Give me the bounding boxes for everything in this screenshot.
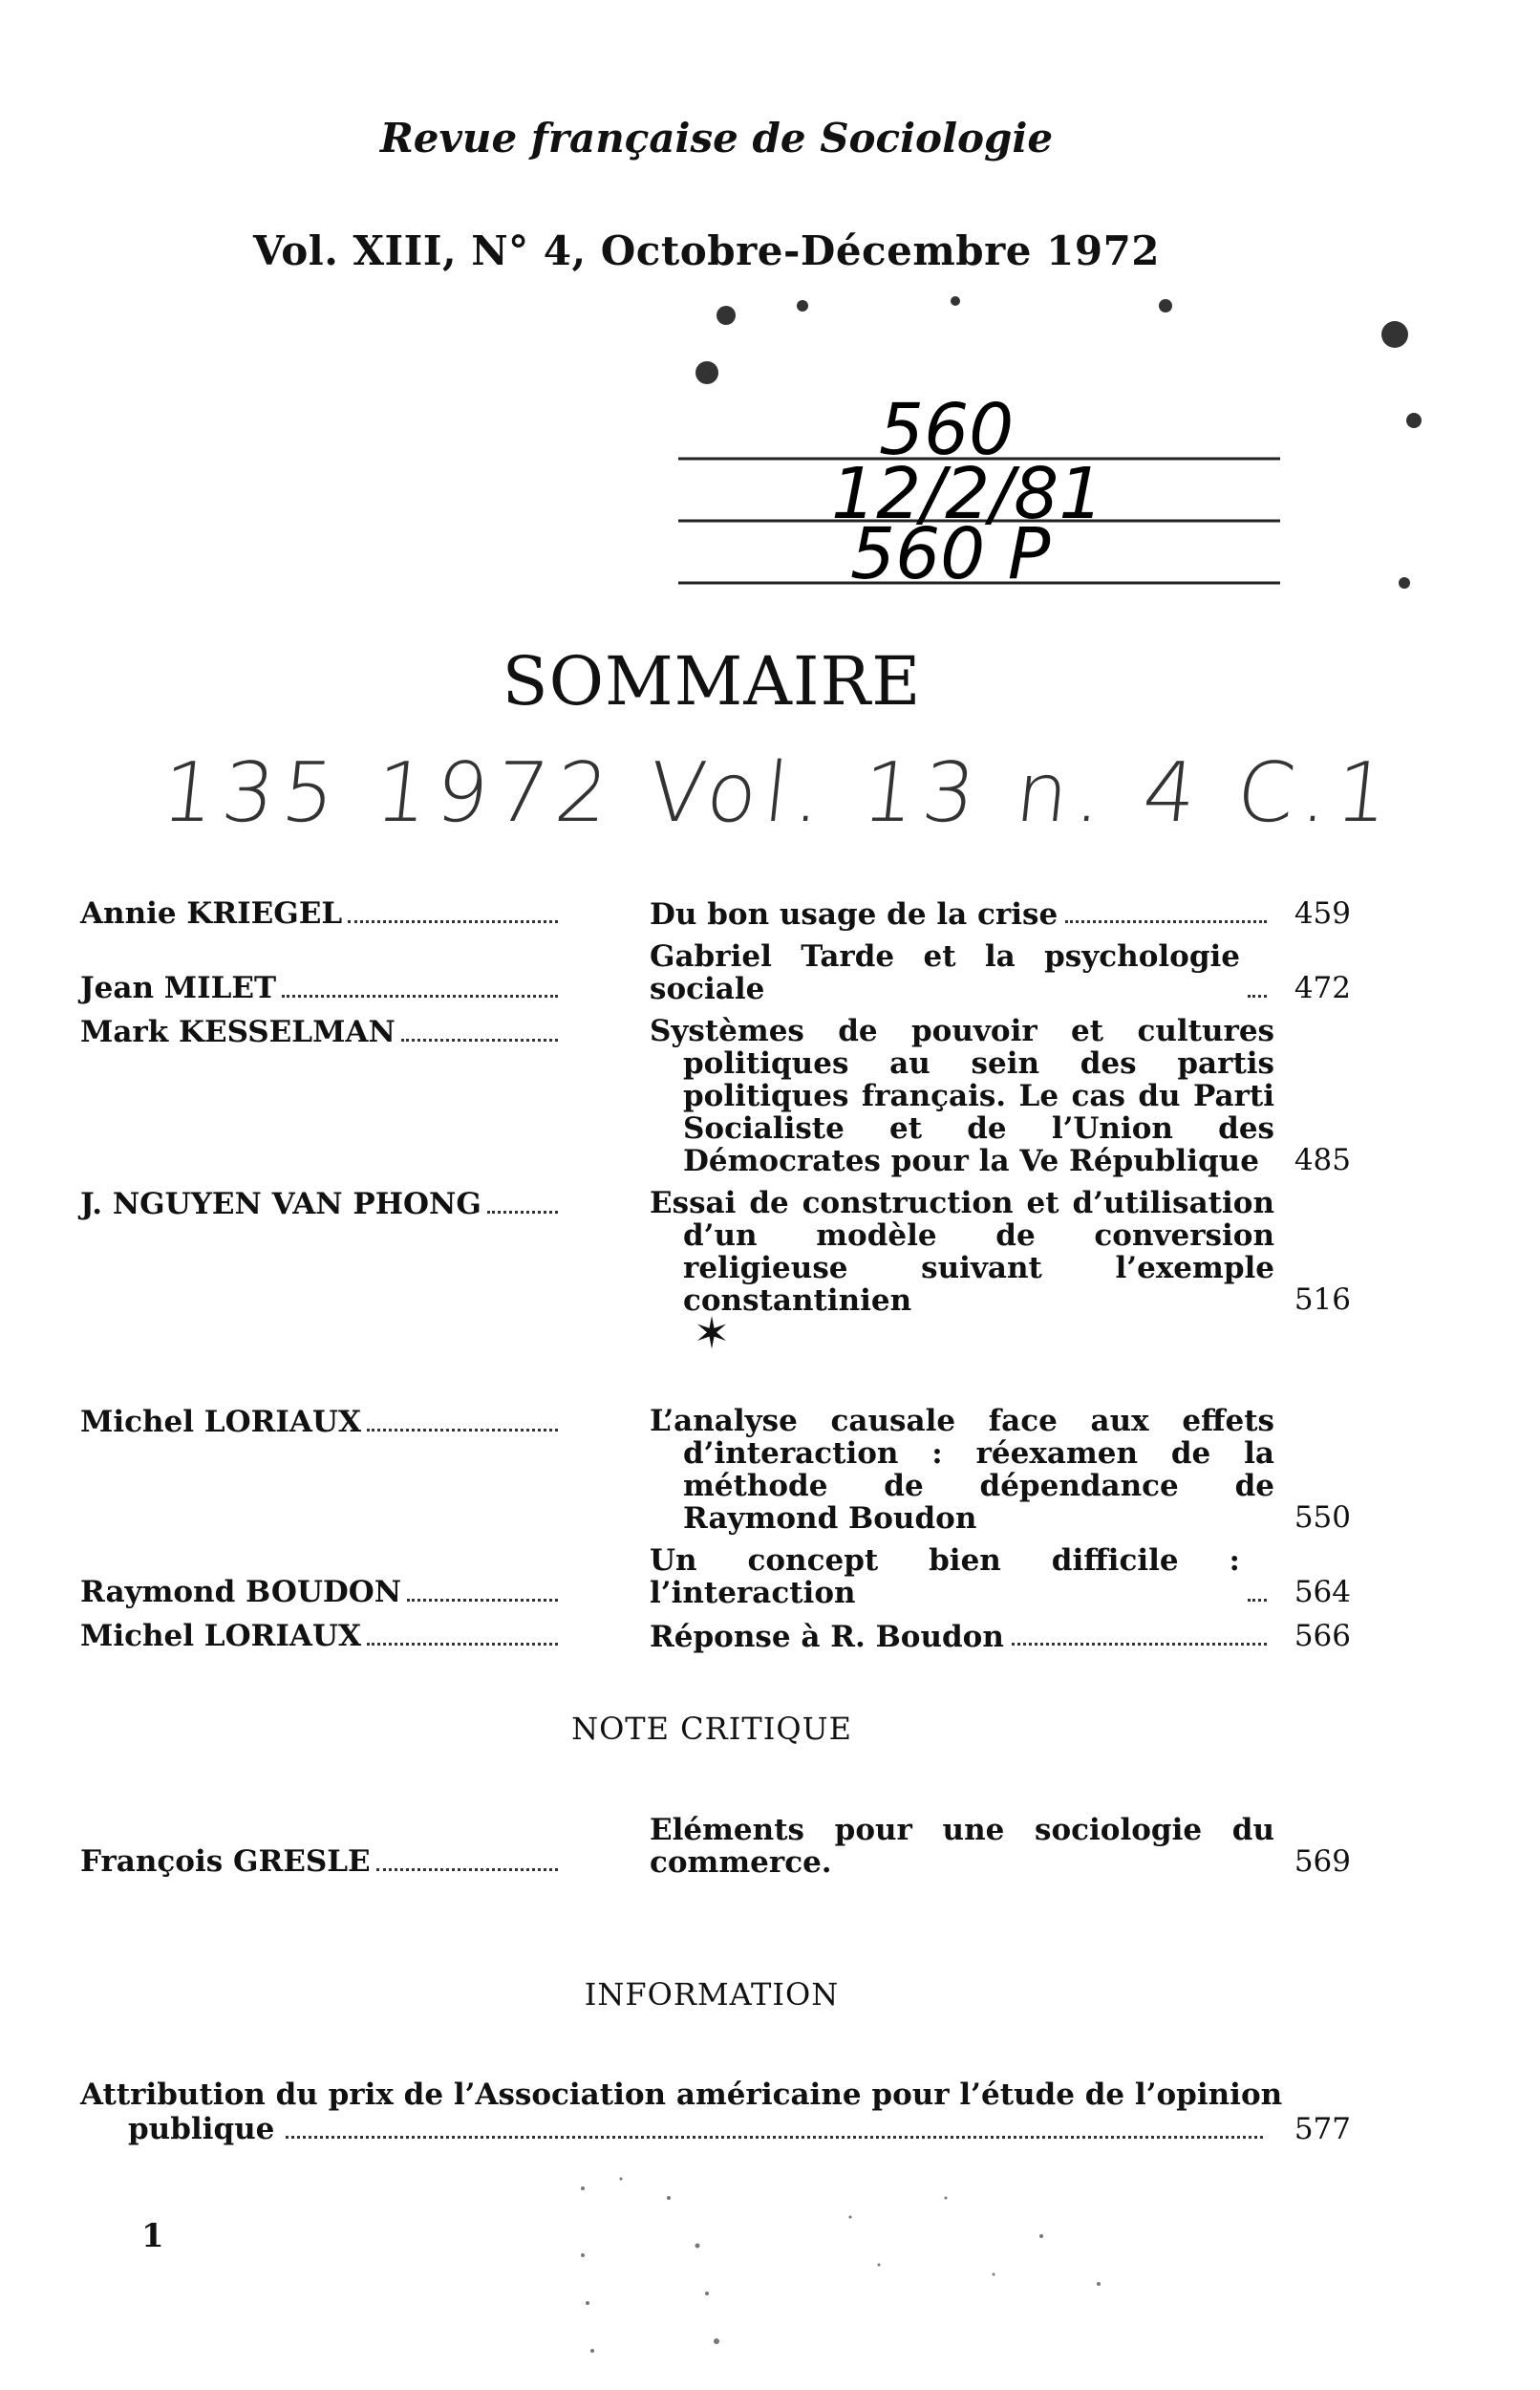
dot-leader — [1012, 1643, 1267, 1646]
separator-star: ✶ — [693, 1307, 731, 1359]
toc-row — [80, 1015, 1351, 1177]
toc-row — [80, 1405, 1351, 1535]
toc-row — [80, 1814, 1351, 1879]
toc-row — [80, 1544, 1351, 1609]
page-number: 1 — [141, 2217, 164, 2255]
stamp-line-2: 12/2/81 — [831, 453, 1104, 535]
dot-leader — [401, 1039, 558, 1042]
toc-row — [80, 1187, 1351, 1317]
information-title-line-1: Attribution du prix de l’Association américaine pour l’étude de l’opinion — [80, 2078, 1283, 2112]
volume-line: Vol. XIII, N° 4, Octobre-Décembre 1972 — [253, 227, 1161, 274]
toc-author: Michel LORIAUX — [80, 1619, 362, 1653]
toc-author: J. NGUYEN VAN PHONG — [80, 1187, 481, 1221]
table-of-contents-2 — [80, 1405, 1351, 1663]
toc-page: 472 — [1294, 971, 1351, 1005]
toc-title: L’analyse causale face aux effets d’interaction : réexamen de la méthode de dépendance de Raymond Boudon — [650, 1404, 1274, 1536]
toc-page: 485 — [1294, 1143, 1351, 1177]
information-entry — [80, 2078, 1351, 2146]
dot-leader — [367, 1643, 558, 1646]
toc-title: Systèmes de pouvoir et cultures politiques au sein des partis politiques français. Le cas du Parti Socialiste et de l’Union des Démocrates pour la Ve République — [650, 1014, 1274, 1178]
toc-row — [80, 940, 1351, 1005]
toc-page: 569 — [1294, 1844, 1351, 1879]
dot-leader — [348, 920, 558, 923]
toc-page: 550 — [1294, 1500, 1351, 1535]
journal-title: Revue française de Sociologie — [379, 115, 1054, 161]
toc-author: Raymond BOUDON — [80, 1575, 402, 1609]
toc-author: Mark KESSELMAN — [80, 1015, 396, 1049]
toc-author: François GRESLE — [80, 1844, 371, 1879]
library-stamp — [669, 268, 1433, 669]
handwritten-note: 135 1972 Vol. 13 n. 4 C.1 — [157, 745, 1401, 841]
toc-title: Un concept bien difficile : l’interaction — [650, 1543, 1240, 1610]
toc-row — [80, 1619, 1351, 1653]
toc-page: 566 — [1294, 1619, 1351, 1653]
toc-title: Réponse à R. Boudon — [650, 1620, 1004, 1654]
toc-author: Annie KRIEGEL — [80, 896, 343, 931]
toc-title: Essai de construction et d’utilisation d’un modèle de conversion religieuse suivant l’exemple constantinien — [650, 1186, 1274, 1318]
dot-leader — [1248, 995, 1267, 998]
dot-leader — [376, 1868, 558, 1871]
scan-smudge — [564, 2160, 1156, 2389]
toc-title: Du bon usage de la crise — [650, 897, 1059, 932]
stamp-line-1: 560 — [879, 389, 1015, 471]
dot-leader — [487, 1211, 558, 1214]
dot-leader — [1248, 1599, 1267, 1602]
dot-leader — [367, 1429, 558, 1432]
note-critique-entry — [80, 1814, 1351, 1888]
stamp-line-3: 560 P — [850, 513, 1051, 595]
toc-page: 516 — [1294, 1282, 1351, 1317]
toc-author: Jean MILET — [80, 971, 277, 1005]
toc-title: Gabriel Tarde et la psychologie sociale — [650, 939, 1240, 1006]
toc-page: 459 — [1294, 896, 1351, 931]
toc-page: 577 — [1294, 2112, 1351, 2146]
toc-row — [80, 896, 1351, 931]
note-critique-heading: NOTE CRITIQUE — [571, 1711, 852, 1747]
toc-page: 564 — [1294, 1575, 1351, 1609]
dot-leader — [282, 995, 558, 998]
dot-leader — [1065, 920, 1267, 923]
toc-title: Eléments pour une sociologie du commerce. — [650, 1813, 1274, 1880]
information-heading: INFORMATION — [584, 1976, 840, 2013]
toc-author: Michel LORIAUX — [80, 1405, 362, 1439]
table-of-contents — [80, 896, 1351, 1326]
dot-leader — [286, 2136, 1263, 2139]
information-title-line-2: publique — [128, 2112, 275, 2146]
dot-leader — [407, 1599, 558, 1602]
sommaire-heading: SOMMAIRE — [502, 642, 922, 721]
information-line-2 — [80, 2112, 1351, 2146]
